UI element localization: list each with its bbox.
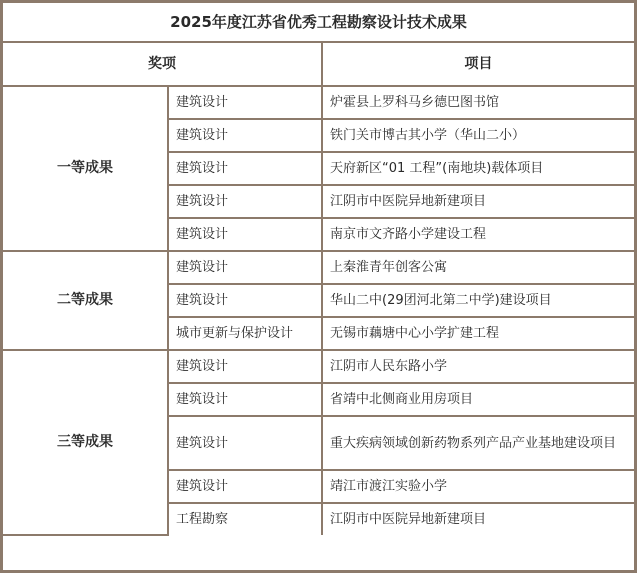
category-cell: 建筑设计	[168, 185, 322, 218]
category-cell: 建筑设计	[168, 86, 322, 119]
category-cell: 建筑设计	[168, 470, 322, 503]
project-cell: 南京市文齐路小学建设工程	[322, 218, 634, 251]
awards-table	[3, 3, 634, 536]
project-cell: 重大疾病领域创新药物系列产品产业基地建设项目	[322, 416, 634, 470]
project-cell: 铁门关市博古其小学（华山二小）	[322, 119, 634, 152]
category-cell: 建筑设计	[168, 416, 322, 470]
project-cell: 上秦淮青年创客公寓	[322, 251, 634, 284]
table-row	[3, 350, 634, 383]
grade-third: 三等成果	[3, 350, 168, 535]
grade-first: 一等成果	[3, 86, 168, 251]
category-cell: 建筑设计	[168, 251, 322, 284]
project-cell: 华山二中(29团河北第二中学)建设项目	[322, 284, 634, 317]
header-project: 项目	[322, 42, 634, 86]
table-row	[3, 86, 634, 119]
category-cell: 建筑设计	[168, 350, 322, 383]
table-row	[3, 251, 634, 284]
category-cell: 建筑设计	[168, 284, 322, 317]
project-cell: 江阴市中医院异地新建项目	[322, 185, 634, 218]
header-award: 奖项	[3, 42, 322, 86]
grade-second: 二等成果	[3, 251, 168, 350]
category-cell: 建筑设计	[168, 218, 322, 251]
category-cell: 城市更新与保护设计	[168, 317, 322, 350]
category-cell: 建筑设计	[168, 119, 322, 152]
table-title: 2025年度江苏省优秀工程勘察设计技术成果	[3, 3, 634, 42]
project-cell: 无锡市藕塘中心小学扩建工程	[322, 317, 634, 350]
project-cell: 江阴市中医院异地新建项目	[322, 503, 634, 535]
project-cell: 炉霍县上罗科马乡德巴图书馆	[322, 86, 634, 119]
category-cell: 工程勘察	[168, 503, 322, 535]
project-cell: 靖江市渡江实验小学	[322, 470, 634, 503]
category-cell: 建筑设计	[168, 152, 322, 185]
project-cell: 天府新区“01 工程”(南地块)载体项目	[322, 152, 634, 185]
project-cell: 省靖中北侧商业用房项目	[322, 383, 634, 416]
category-cell: 建筑设计	[168, 383, 322, 416]
project-cell: 江阴市人民东路小学	[322, 350, 634, 383]
